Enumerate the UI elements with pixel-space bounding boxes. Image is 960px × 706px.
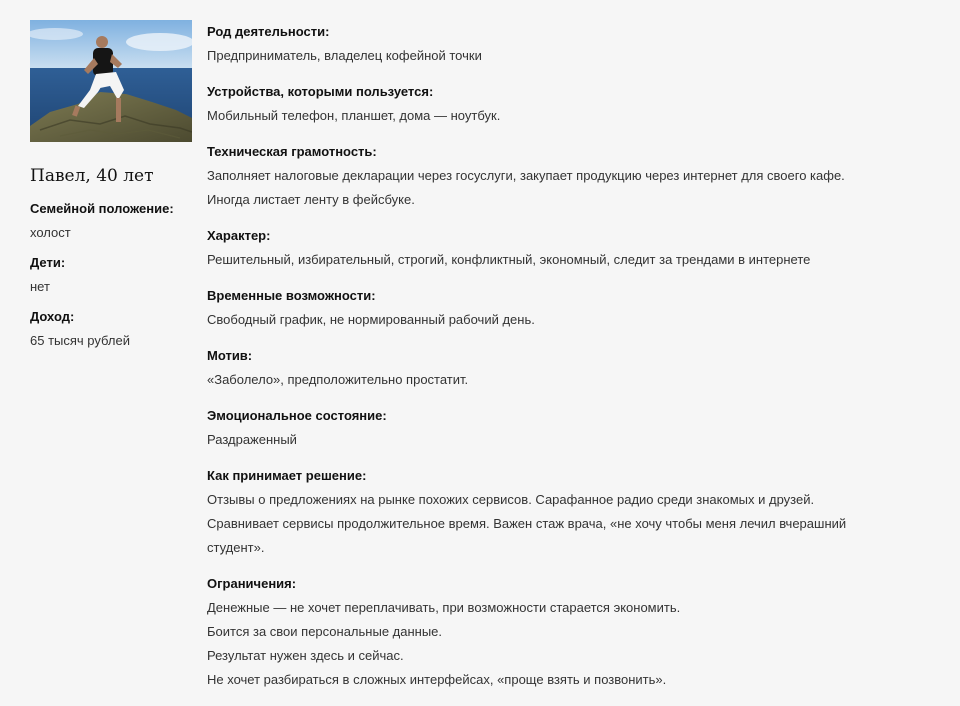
section-text: Заполняет налоговые декларации через госуслуги, закупает продукцию через интернет для своего кафе. — [207, 168, 845, 183]
section-title: Как принимает решение: — [207, 468, 367, 483]
field-value: нет — [30, 279, 50, 294]
field-value: 65 тысяч рублей — [30, 333, 130, 348]
motive-section — [207, 346, 937, 392]
section-title: Мотив: — [207, 348, 253, 363]
field-label: Дети: — [30, 255, 66, 270]
section-text: Решительный, избирательный, строгий, конфликтный, экономный, следит за трендами в интернете — [207, 252, 811, 267]
section-title: Временные возможности: — [207, 288, 376, 303]
occupation-section — [207, 22, 937, 68]
time-section — [207, 286, 937, 332]
section-text: Мобильный телефон, планшет, дома — ноутбук. — [207, 108, 501, 123]
section-text: Отзывы о предложениях на рынке похожих сервисов. Сарафанное радио среди знакомых и друзей. — [207, 492, 815, 507]
children-field — [30, 254, 192, 296]
person-name: Павел, 40 лет — [30, 166, 154, 186]
section-text: студент». — [207, 540, 265, 555]
decision-section — [207, 466, 937, 560]
section-text: Не хочет разбираться в сложных интерфейсах, «проще взять и позвонить». — [207, 672, 667, 687]
section-title: Техническая грамотность: — [207, 144, 377, 159]
profile-column — [30, 20, 192, 350]
section-text: Раздраженный — [207, 432, 297, 447]
field-label: Доход: — [30, 309, 75, 324]
section-title: Ограничения: — [207, 576, 297, 591]
character-section — [207, 226, 937, 272]
section-text: Боится за свои персональные данные. — [207, 624, 443, 639]
details-column — [207, 22, 937, 706]
section-title: Устройства, которыми пользуется: — [207, 84, 434, 99]
section-text: Иногда листает ленту в фейсбуке. — [207, 192, 415, 207]
section-text: «Заболело», предположительно простатит. — [207, 372, 469, 387]
section-text: Денежные — не хочет переплачивать, при возможности старается экономить. — [207, 600, 681, 615]
income-field — [30, 308, 192, 350]
marital-status-field — [30, 200, 192, 242]
field-label: Семейной положение: — [30, 201, 174, 216]
tech-literacy-section — [207, 142, 937, 212]
profile-photo — [30, 20, 192, 142]
section-title: Род деятельности: — [207, 24, 330, 39]
section-text: Предприниматель, владелец кофейной точки — [207, 48, 482, 63]
section-title: Характер: — [207, 228, 271, 243]
limitations-section — [207, 574, 937, 692]
section-text: Свободный график, не нормированный рабочий день. — [207, 312, 535, 327]
section-text: Сравнивает сервисы продолжительное время. Важен стаж врача, «не хочу чтобы меня лечил вчерашний — [207, 516, 847, 531]
field-value: холост — [30, 225, 71, 240]
section-title: Эмоциональное состояние: — [207, 408, 387, 423]
section-text: Результат нужен здесь и сейчас. — [207, 648, 404, 663]
emotional-state-section — [207, 406, 937, 452]
devices-section — [207, 82, 937, 128]
